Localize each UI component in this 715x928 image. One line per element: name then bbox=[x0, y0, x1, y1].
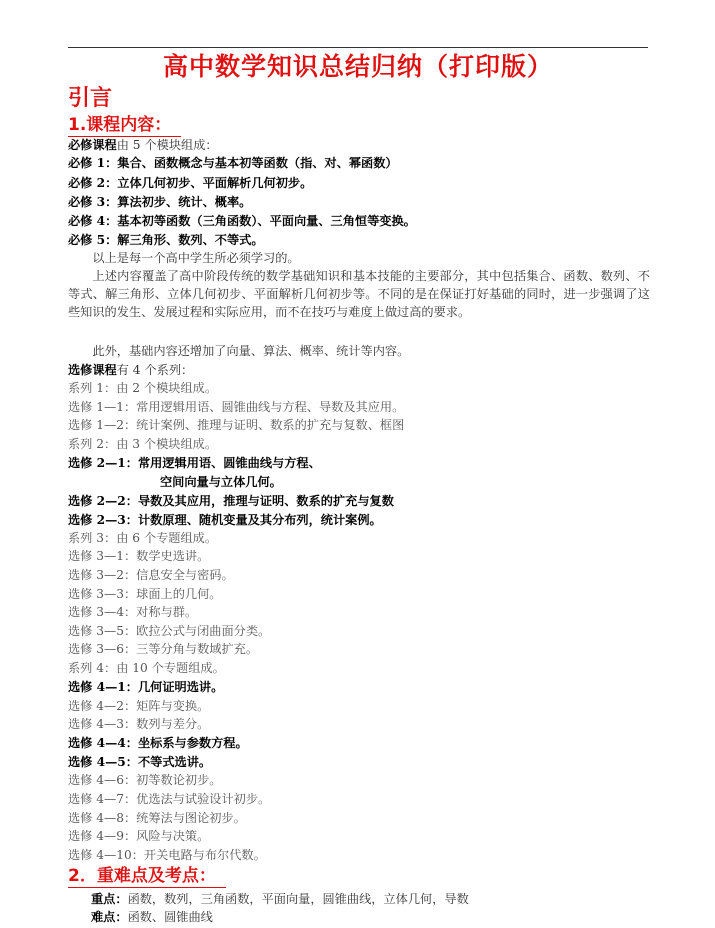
required-intro bbox=[68, 136, 218, 154]
paragraph-required-note: 以上是每一个高中学生所必须学习的。 bbox=[92, 251, 300, 265]
required-module-3: 必修 3：算法初步、统计、概率。 bbox=[68, 195, 252, 209]
elective-4-9: 选修 4—9：风险与决策。 bbox=[68, 829, 210, 843]
elective-2-2: 选修 2—2：导数及其应用，推理与证明、数系的扩充与复数 bbox=[68, 494, 394, 508]
required-module-4: 必修 4：基本初等函数（三角函数）、平面向量、三角恒等变换。 bbox=[68, 214, 416, 228]
elective-intro-label: 选修课程 bbox=[68, 363, 117, 377]
section-2-heading bbox=[68, 865, 226, 888]
series-2-line: 系列 2：由 3 个模块组成。 bbox=[68, 437, 218, 451]
elective-3-6: 选修 3—6：三等分角与数域扩充。 bbox=[68, 642, 259, 656]
elective-4-7: 选修 4—7：优选法与试验设计初步。 bbox=[68, 792, 271, 806]
elective-2-3: 选修 2—3：计数原理、随机变量及其分布列，统计案例。 bbox=[68, 513, 382, 527]
series-4-line: 系列 4：由 10 个专题组成。 bbox=[68, 661, 225, 675]
elective-1-1: 选修 1—1：常用逻辑用语、圆锥曲线与方程、导数及其应用。 bbox=[68, 400, 405, 414]
required-intro-label: 必修课程 bbox=[68, 138, 117, 152]
section-1-heading-text: 1.课程内容： bbox=[68, 114, 181, 137]
elective-4-5: 选修 4—5：不等式选讲。 bbox=[68, 755, 212, 769]
series-3-line: 系列 3：由 6 个专题组成。 bbox=[68, 531, 218, 545]
elective-intro-text: 有 4 个系列： bbox=[116, 363, 194, 377]
elective-3-4: 选修 3—4：对称与群。 bbox=[68, 605, 198, 619]
paragraph-additions: 此外，基础内容还增加了向量、算法、概率、统计等内容。 bbox=[92, 344, 410, 358]
series-1-line: 系列 1：由 2 个模块组成。 bbox=[68, 381, 218, 395]
document-title: 高中数学知识总结归纳（打印版） bbox=[162, 52, 553, 81]
elective-4-2: 选修 4—2：矩阵与变换。 bbox=[68, 699, 210, 713]
section-1-heading bbox=[68, 114, 181, 137]
elective-4-1: 选修 4—1：几何证明选讲。 bbox=[68, 680, 224, 694]
header-rule bbox=[68, 47, 648, 48]
elective-intro bbox=[68, 361, 193, 379]
elective-4-3: 选修 4—3：数列与差分。 bbox=[68, 717, 210, 731]
elective-2-1-continued: 空间向量与立体几何。 bbox=[160, 475, 282, 489]
elective-4-6: 选修 4—6：初等数论初步。 bbox=[68, 773, 222, 787]
hard-points-line bbox=[91, 908, 213, 926]
key-points-line bbox=[91, 890, 469, 908]
elective-3-3: 选修 3—3：球面上的几何。 bbox=[68, 587, 222, 601]
required-module-1: 必修 1：集合、函数概念与基本初等函数（指、对、幂函数） bbox=[68, 156, 398, 170]
elective-4-4: 选修 4—4：坐标系与参数方程。 bbox=[68, 736, 248, 750]
required-module-2: 必修 2：立体几何初步、平面解析几何初步。 bbox=[68, 176, 313, 190]
hard-points-text: 函数、圆锥曲线 bbox=[127, 910, 213, 924]
key-points-text: 函数，数列，三角函数，平面向量，圆锥曲线，立体几何，导数 bbox=[127, 892, 469, 906]
required-intro-text: 由 5 个模块组成： bbox=[116, 138, 218, 152]
elective-4-8: 选修 4—8：统筹法与图论初步。 bbox=[68, 811, 246, 825]
elective-3-1: 选修 3—1：数学史选讲。 bbox=[68, 549, 210, 563]
intro-heading: 引言 bbox=[68, 86, 113, 111]
paragraph-coverage: 上述内容覆盖了高中阶段传统的数学基础知识和基本技能的主要部分，其中包括集合、函数、数列、不等式、解三角形、立体几何初步、平面解析几何初步等。不同的是在保证打好基础的同时，进一步强调了这些知识的发生、发展过程和实际应用，而不在技巧与难度上做过高的要求。 bbox=[68, 269, 650, 319]
hard-points-label: 难点： bbox=[91, 910, 128, 924]
elective-2-1: 选修 2—1：常用逻辑用语、圆锥曲线与方程、 bbox=[68, 456, 321, 470]
required-module-5: 必修 5：解三角形、数列、不等式。 bbox=[68, 233, 264, 247]
elective-3-5: 选修 3—5：欧拉公式与闭曲面分类。 bbox=[68, 624, 271, 638]
key-points-label: 重点： bbox=[91, 892, 128, 906]
elective-4-10: 选修 4—10：开关电路与布尔代数。 bbox=[68, 848, 266, 862]
section-2-heading-text: 2．重难点及考点： bbox=[68, 865, 226, 888]
elective-3-2: 选修 3—2：信息安全与密码。 bbox=[68, 568, 234, 582]
elective-1-2: 选修 1—2：统计案例、推理与证明、数系的扩充与复数、框图 bbox=[68, 418, 405, 432]
